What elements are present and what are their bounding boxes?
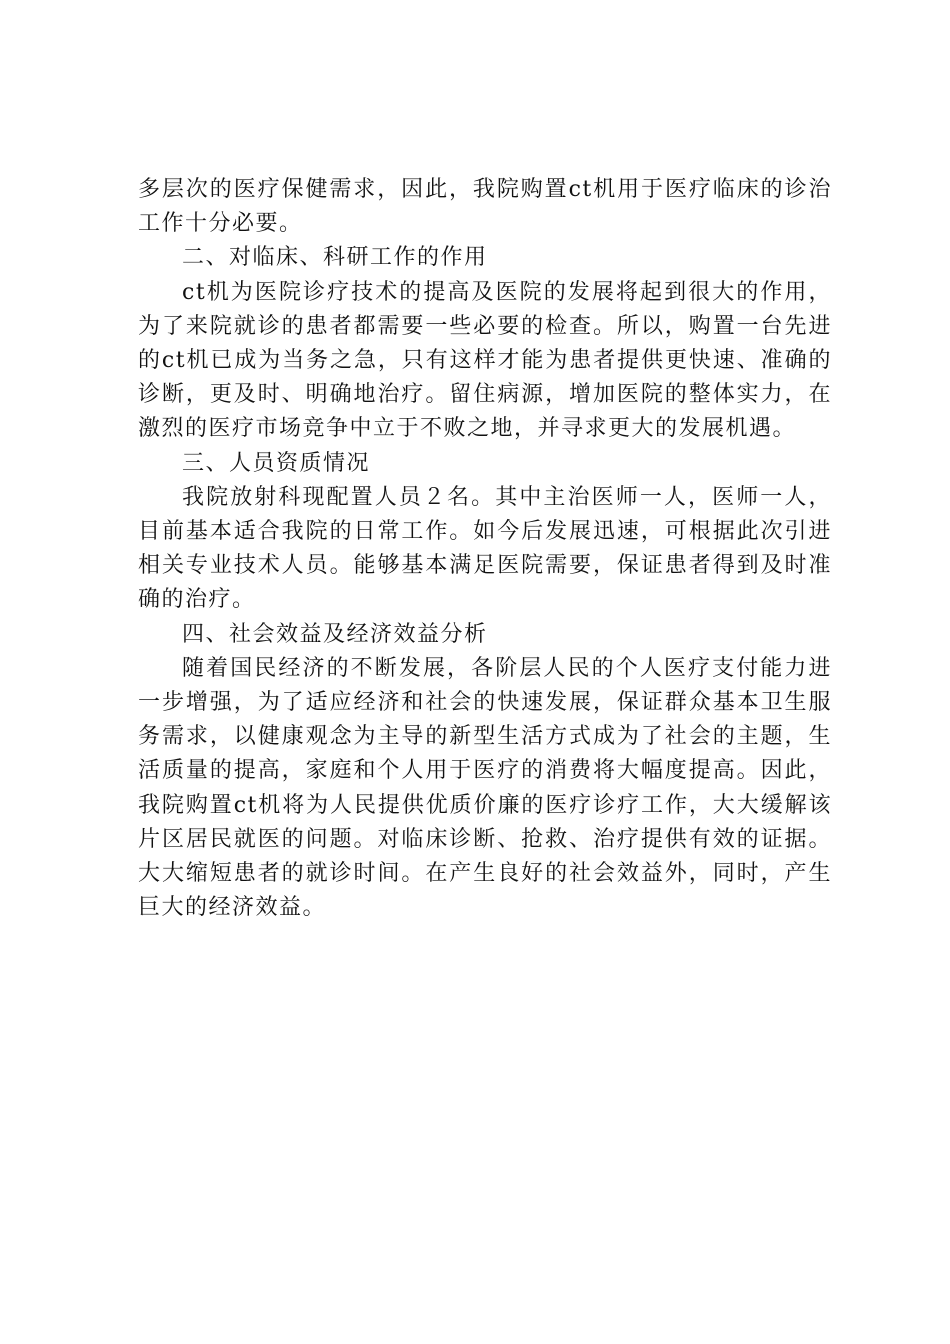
paragraph-benefit-analysis: 随着国民经济的不断发展，各阶层人民的个人医疗支付能力进一步增强，为了适应经济和社会的快速发展，保证群众基本卫生服务需求，以健康观念为主导的新型生活方式成为了社会的主题，生活质量的提高，家庭和个人用于医疗的消费将大幅度提高。因此，我院购置ct机将为人民提供优质价廉的医疗诊疗工作，大大缓解该片区居民就医的问题。对临床诊断、抢救、治疗提供有效的证据。大大缩短患者的就诊时间。在产生良好的社会效益外，同时，产生巨大的经济效益。 [138, 655, 832, 921]
document-body [138, 173, 832, 925]
section-heading-clinical-research: 二、对临床、科研工作的作用 [182, 245, 488, 271]
paragraph-clinical-research: ct机为医院诊疗技术的提高及医院的发展将起到很大的作用，为了来院就诊的患者都需要一些必要的检查。所以，购置一台先进的ct机已成为当务之急，只有这样才能为患者提供更快速、准确的诊断，更及时、明确地治疗。留住病源，增加医院的整体实力，在激烈的医疗市场竞争中立于不败之地，并寻求更大的发展机遇。 [138, 279, 832, 442]
paragraph-continuation: 多层次的医疗保健需求，因此，我院购置ct机用于医疗临床的诊治工作十分必要。 [138, 177, 832, 237]
section-heading-benefit-analysis: 四、社会效益及经济效益分析 [182, 621, 488, 647]
section-heading-staff-qualification: 三、人员资质情况 [182, 450, 371, 476]
paragraph-staff-qualification: 我院放射科现配置人员２名。其中主治医师一人，医师一人，目前基本适合我院的日常工作。如今后发展迅速，可根据此次引进相关专业技术人员。能够基本满足医院需要，保证患者得到及时准确的治疗。 [138, 484, 832, 613]
